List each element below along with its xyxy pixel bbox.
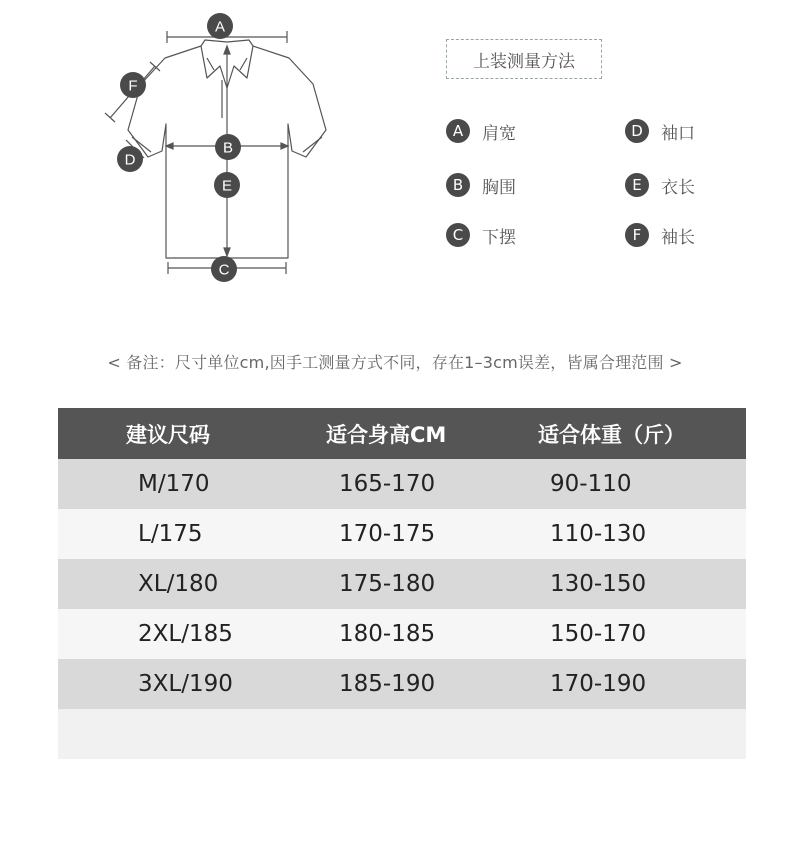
table-row bbox=[58, 659, 746, 709]
cell-size: 3XL/190 bbox=[138, 671, 233, 697]
svg-text:C: C bbox=[218, 261, 230, 279]
header-height: 适合身高CM bbox=[326, 422, 447, 447]
cell-height: 170-175 bbox=[339, 521, 436, 547]
table-row bbox=[58, 609, 746, 659]
cell-weight: 90-110 bbox=[550, 471, 632, 497]
legend-item-e bbox=[625, 172, 695, 198]
legend-item-b bbox=[446, 172, 516, 198]
marker-b bbox=[215, 134, 241, 160]
legend-badge: F bbox=[625, 223, 649, 247]
svg-text:B: B bbox=[222, 139, 234, 157]
cell-weight: 130-150 bbox=[550, 571, 647, 597]
legend-badge: C bbox=[446, 223, 470, 247]
cell-size: 2XL/185 bbox=[138, 621, 233, 647]
cell-weight: 150-170 bbox=[550, 621, 647, 647]
cell-weight: 110-130 bbox=[550, 521, 647, 547]
legend-label: 胸围 bbox=[482, 177, 516, 198]
cell-size: XL/180 bbox=[138, 571, 219, 597]
table-header bbox=[58, 408, 746, 459]
legend-label: 袖口 bbox=[661, 123, 695, 144]
legend-item-c bbox=[446, 222, 516, 248]
svg-text:F: F bbox=[128, 77, 138, 95]
shirt-measurement-diagram bbox=[100, 8, 340, 298]
cell-weight: 170-190 bbox=[550, 671, 647, 697]
legend-badge: D bbox=[625, 119, 649, 143]
marker-c bbox=[211, 256, 237, 282]
legend-label: 下摆 bbox=[482, 227, 516, 248]
table-row bbox=[58, 559, 746, 609]
svg-text:E: E bbox=[221, 177, 233, 195]
marker-e bbox=[214, 172, 240, 198]
legend-badge: A bbox=[446, 119, 470, 143]
cell-size: L/175 bbox=[138, 521, 203, 547]
table-row bbox=[58, 509, 746, 559]
marker-a bbox=[207, 13, 233, 39]
cell-height: 185-190 bbox=[339, 671, 436, 697]
cell-height: 165-170 bbox=[339, 471, 436, 497]
table-row bbox=[58, 459, 746, 509]
svg-text:A: A bbox=[214, 18, 226, 36]
legend-item-a bbox=[446, 118, 516, 144]
size-table bbox=[58, 408, 746, 759]
legend-label: 袖长 bbox=[661, 227, 695, 248]
header-weight: 适合体重（斤） bbox=[538, 422, 685, 447]
table-row-empty bbox=[58, 709, 746, 759]
cell-height: 180-185 bbox=[339, 621, 436, 647]
header-size: 建议尺码 bbox=[126, 422, 210, 447]
method-title-box bbox=[446, 39, 602, 79]
legend-item-d bbox=[625, 118, 695, 144]
cell-height: 175-180 bbox=[339, 571, 436, 597]
legend-item-f bbox=[625, 222, 695, 248]
legend-label: 衣长 bbox=[661, 177, 695, 198]
legend-badge: B bbox=[446, 173, 470, 197]
method-title: 上装测量方法 bbox=[473, 51, 575, 72]
marker-d bbox=[117, 146, 143, 172]
svg-text:D: D bbox=[124, 151, 136, 169]
cell-size: M/170 bbox=[138, 471, 210, 497]
measurement-note: < 备注：尺寸单位cm,因手工测量方式不同，存在1–3cm误差，皆属合理范围 > bbox=[107, 353, 683, 372]
legend-label: 肩宽 bbox=[482, 123, 516, 144]
legend-badge: E bbox=[625, 173, 649, 197]
marker-f bbox=[120, 72, 146, 98]
